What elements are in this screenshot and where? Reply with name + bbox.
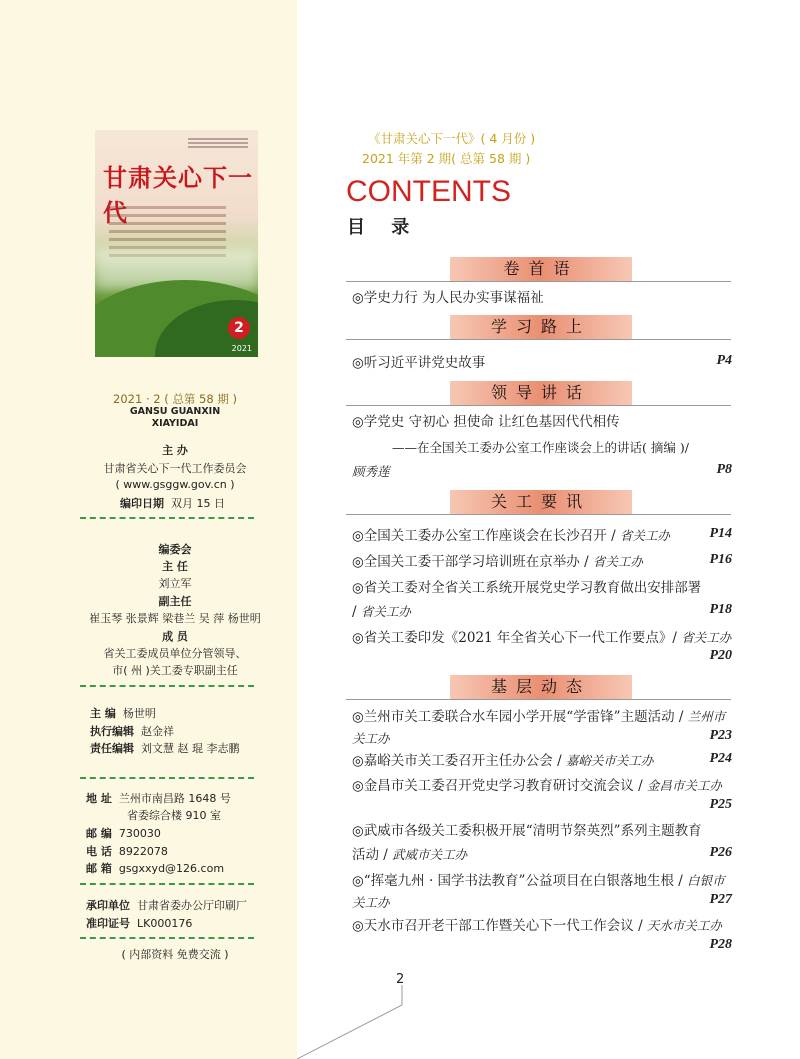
phone: 8922078: [118, 845, 168, 858]
toc-entry[interactable]: [352, 411, 732, 433]
printer: 甘肃省委办公厅印刷厂: [137, 899, 247, 912]
divider: [80, 777, 254, 779]
entry-source: 省关工办: [681, 630, 732, 645]
toc-entry[interactable]: [352, 820, 732, 842]
entry-title-cont: 活动 /: [352, 847, 393, 863]
page-ref: P8: [716, 462, 732, 477]
entry-title-cont: /: [352, 604, 361, 620]
permit: LK000176: [137, 917, 193, 930]
entry-title: ◎兰州市关工委联合水车园小学开展“学雷锋”主题活动 /: [352, 709, 688, 725]
masthead-sidebar: [0, 0, 297, 1059]
entry-source-text: 顾秀莲: [352, 464, 390, 479]
entry-title: ◎金昌市关工委召开党史学习教育研讨交流会议 /: [352, 778, 647, 794]
permit-row: [86, 915, 192, 931]
website: ( www.gsggw.gov.cn ): [115, 478, 235, 491]
journal-issue: 2021 年第 2 期( 总第 58 期 ): [362, 151, 531, 166]
entry-source: 金昌市关工办: [646, 778, 722, 793]
address-line-1: 兰州市南昌路 1648 号: [118, 792, 231, 805]
entry-title: ◎学党史 守初心 担使命 让红色基因代代相传: [352, 414, 620, 430]
resp-editor-label: 责任编辑: [90, 742, 134, 755]
entry-source: 嘉峪关市关工办: [565, 753, 654, 768]
address-line-2: 省委综合楼 910 室: [127, 809, 221, 822]
entry-title: ◎学史力行 为人民办实事谋福祉: [352, 290, 544, 306]
section-header: 卷首语: [450, 257, 632, 281]
section-header: 关工要讯: [450, 490, 632, 514]
cover-issue-badge: 2: [228, 317, 250, 339]
entry-source: 天水市关工办: [646, 918, 722, 933]
entry-title: ◎全国关工委办公室工作座谈会在长沙召开 /: [352, 528, 620, 544]
section-rule: [346, 281, 731, 282]
resp-editor-row: [90, 740, 240, 756]
page-ref: P20: [709, 648, 732, 663]
deputy-names: 崔玉琴 张景辉 梁巷兰 吴 萍 杨世明: [89, 612, 261, 625]
issue-number: 2021 · 2 ( 总第 58 期 ): [113, 392, 237, 406]
entry-source: 省关工办: [592, 554, 643, 569]
journal-month: 《甘肃关心下一代》( 4 月份 ): [368, 131, 536, 146]
toc-entry[interactable]: [352, 577, 732, 599]
page-ref: P26: [709, 845, 732, 860]
printer-row: [86, 897, 247, 913]
postcode-row: [86, 825, 161, 841]
section-header: 学习路上: [450, 315, 632, 339]
page-ref: P24: [709, 751, 732, 766]
permit-label: 准印证号: [86, 917, 130, 930]
editor-label: 主 编: [90, 707, 116, 720]
page-ref: P4: [716, 353, 732, 368]
deputy-label: 副主任: [158, 595, 192, 608]
entry-title: ◎省关工委对全省关工系统开展党史学习教育做出安排部署: [352, 580, 702, 596]
host-label: 主 办: [162, 444, 188, 457]
director-name: 刘立军: [158, 577, 192, 590]
host-name: 甘肃省关心下一代工作委员会: [103, 462, 247, 475]
exec-editor-name: 赵金祥: [141, 725, 174, 738]
phone-label: 电 话: [86, 845, 112, 858]
address-label: 地 址: [86, 792, 112, 805]
divider: [80, 883, 254, 885]
entry-title: ◎天水市召开老干部工作暨关心下一代工作会议 /: [352, 918, 647, 934]
exec-editor-row: [90, 723, 174, 739]
page-ref: P16: [709, 552, 732, 567]
internal-note: ( 内部资料 免费交流 ): [121, 948, 229, 961]
entry-source: 兰州市关工办: [352, 709, 726, 746]
entry-source: 白银市关工办: [352, 873, 725, 910]
page-number: 2: [396, 972, 405, 987]
committee-label: 编委会: [158, 543, 192, 556]
postcode: 730030: [118, 827, 161, 840]
magazine-cover-image: [95, 130, 258, 357]
email-row: [86, 860, 224, 876]
section-rule: [346, 405, 731, 406]
toc-entry[interactable]: [352, 775, 732, 797]
entry-source: 省关工办: [619, 528, 670, 543]
section-header: 领导讲话: [450, 381, 632, 405]
editor-name: 杨世明: [122, 707, 156, 720]
divider: [80, 685, 254, 687]
pinyin-title-2: XIAYIDAI: [151, 418, 199, 429]
cover-year: 2021: [231, 344, 252, 353]
page-ref: P25: [709, 797, 732, 812]
exec-editor-label: 执行编辑: [90, 725, 134, 738]
section-header: 基层动态: [450, 675, 632, 699]
members-line-1: 省关工委成员单位分管领导、: [103, 647, 247, 660]
email-label: 邮 箱: [86, 862, 112, 875]
director-label: 主 任: [162, 560, 188, 573]
phone-row: [86, 843, 168, 859]
pinyin-title-1: GANSU GUANXIN: [129, 406, 221, 417]
cover-header-text: [188, 138, 248, 148]
page-ref: P18: [709, 602, 732, 617]
print-date: 双月 15 日: [171, 497, 225, 510]
page-ref: P28: [709, 937, 732, 952]
resp-editor-names: 刘文慧 赵 琨 李志鹏: [141, 742, 240, 755]
address-row: [86, 790, 231, 806]
entry-source: 武威市关工办: [392, 847, 468, 862]
section-rule: [346, 514, 731, 515]
printer-label: 承印单位: [86, 899, 130, 912]
toc-entry[interactable]: [352, 915, 732, 937]
contents-heading: CONTENTS: [346, 175, 511, 208]
page-ref: P14: [709, 526, 732, 541]
toc-entry[interactable]: [352, 627, 732, 649]
cover-title: 甘肃关心下一代: [103, 163, 253, 227]
divider: [80, 517, 254, 519]
entry-title: ◎“挥毫九州 · 国学书法教育”公益项目在白银落地生根 /: [352, 873, 688, 889]
mulu-heading: 目 录: [347, 217, 420, 238]
entry-title: ◎省关工委印发《2021 年全省关心下一代工作要点》/: [352, 630, 682, 646]
email: gsgxxyd@126.com: [118, 862, 225, 875]
toc-entry[interactable]: [352, 287, 732, 309]
divider: [80, 937, 254, 939]
entry-source: 省关工办: [360, 604, 411, 619]
entry-subtitle: ——在全国关工委办公室工作座谈会上的讲话( 摘编 )/: [392, 440, 689, 455]
members-label: 成 员: [162, 630, 188, 643]
section-rule: [346, 339, 731, 340]
entry-title: ◎听习近平讲党史故事: [352, 355, 486, 371]
entry-title: ◎全国关工委干部学习培训班在京举办 /: [352, 554, 593, 570]
entry-title: ◎武威市各级关工委积极开展“清明节祭英烈”系列主题教育: [352, 823, 702, 839]
editor-row: [90, 705, 156, 721]
page-ref: P27: [709, 892, 732, 907]
page-ref: P23: [709, 728, 732, 743]
entry-title: ◎嘉峪关市关工委召开主任办公会 /: [352, 753, 566, 769]
members-line-2: 市( 州 )关工委专职副主任: [112, 664, 238, 677]
print-date-label: 编印日期: [120, 497, 164, 510]
corner-decoration: [297, 985, 417, 1059]
print-date-row: [120, 495, 225, 511]
section-rule: [346, 699, 731, 700]
postcode-label: 邮 编: [86, 827, 112, 840]
